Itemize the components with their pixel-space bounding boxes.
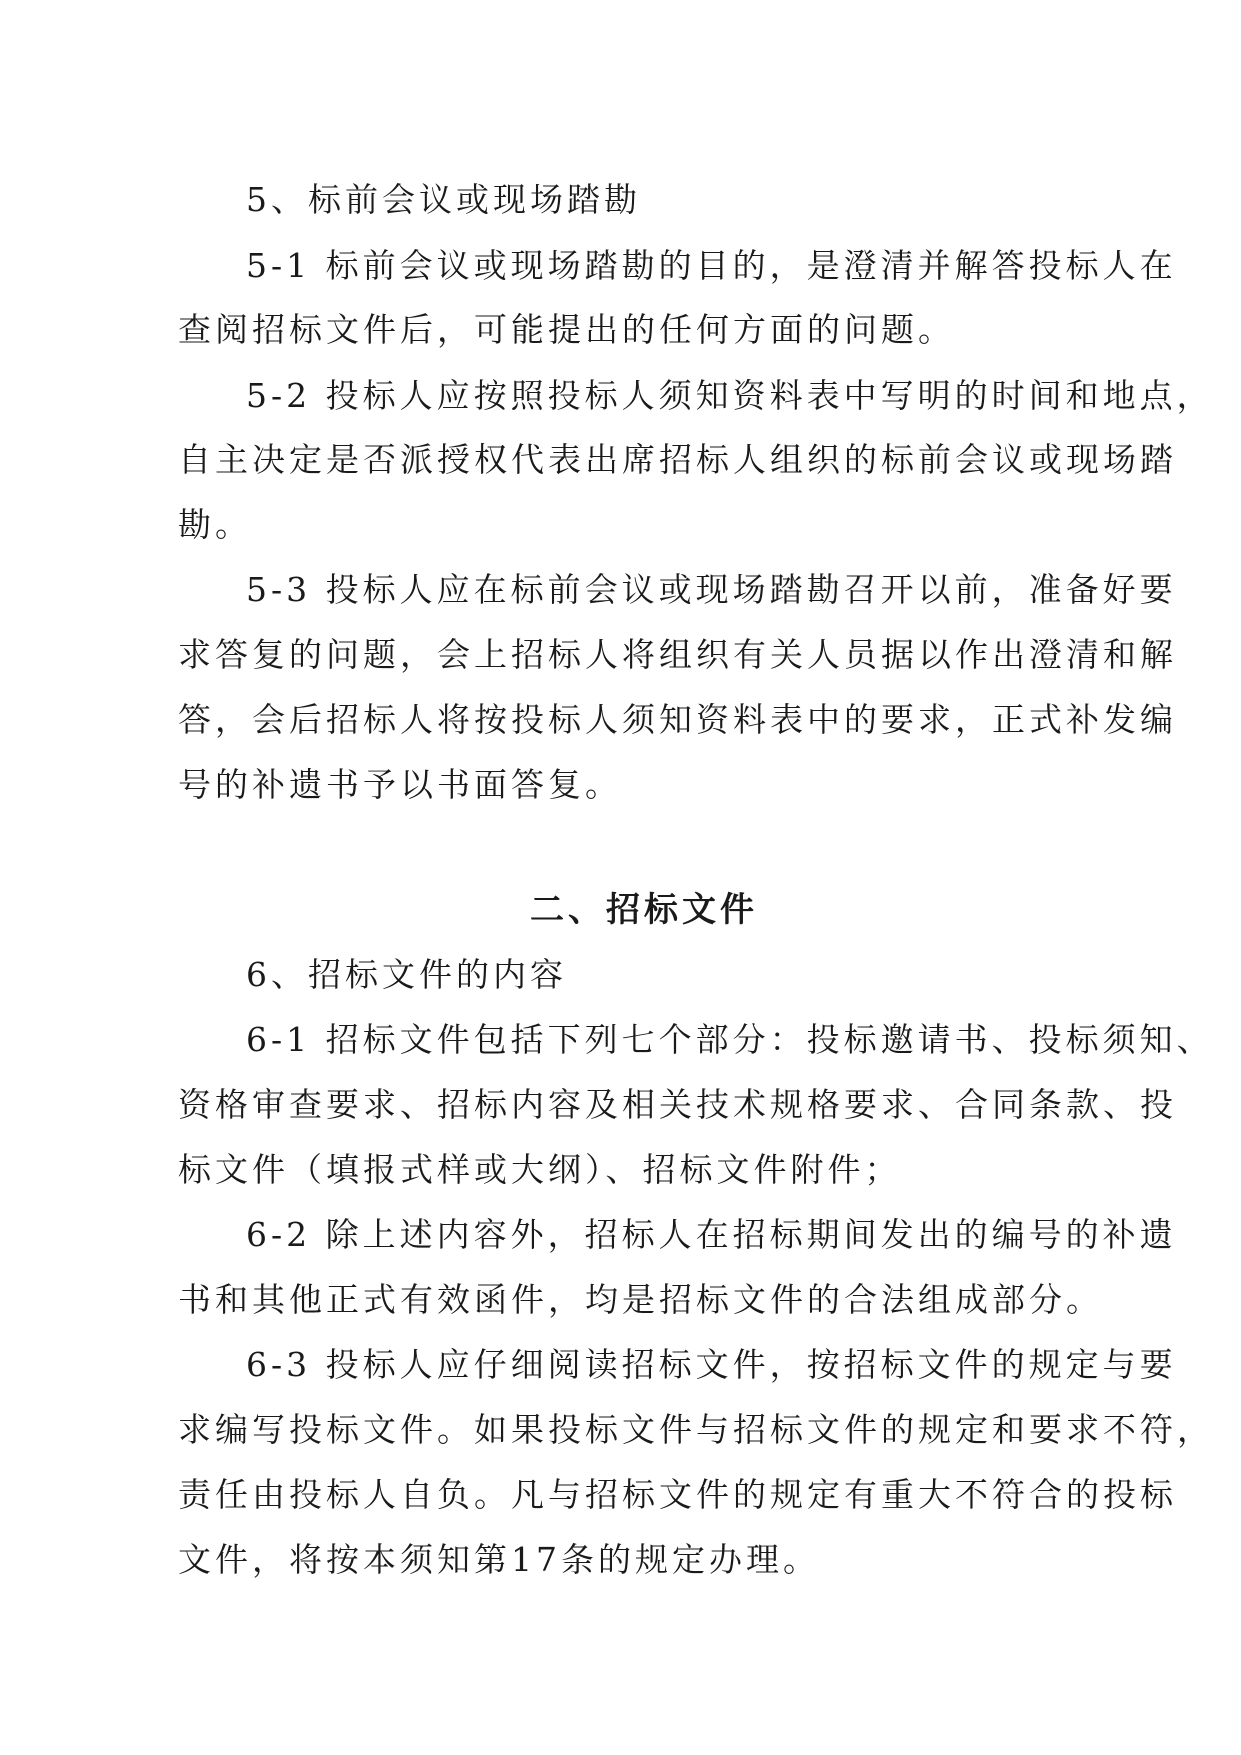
paragraph-6-3-line-2: 求编写投标文件。如果投标文件与招标文件的规定和要求不符， bbox=[178, 1410, 1214, 1449]
paragraph-5-1-line-2: 查阅招标文件后，可能提出的任何方面的问题。 bbox=[178, 310, 955, 349]
paragraph-5-3-line-1: 5-3 投标人应在标前会议或现场踏勘召开以前，准备好要 bbox=[246, 570, 1177, 609]
paragraph-6-1-line-1: 6-1 招标文件包括下列七个部分：投标邀请书、投标须知、 bbox=[246, 1020, 1214, 1059]
paragraph-6-2-line-1: 6-2 除上述内容外，招标人在招标期间发出的编号的补遗 bbox=[246, 1215, 1177, 1254]
paragraph-5-2-line-3: 勘。 bbox=[178, 505, 252, 544]
paragraph-6-3-line-1: 6-3 投标人应仔细阅读招标文件，按招标文件的规定与要 bbox=[246, 1345, 1177, 1384]
paragraph-5-1-line-1: 5-1 标前会议或现场踏勘的目的，是澄清并解答投标人在 bbox=[246, 246, 1177, 285]
paragraph-6-1-line-3: 标文件（填报式样或大纲）、招标文件附件； bbox=[178, 1150, 902, 1189]
section-6-title: 6、招标文件的内容 bbox=[246, 955, 567, 994]
paragraph-5-2-line-1: 5-2 投标人应按照投标人须知资料表中写明的时间和地点， bbox=[246, 376, 1214, 415]
part-2-heading: 二、招标文件 bbox=[530, 890, 758, 930]
paragraph-5-3-line-2: 求答复的问题，会上招标人将组织有关人员据以作出澄清和解 bbox=[178, 635, 1177, 674]
paragraph-6-3-line-4: 文件，将按本须知第17条的规定办理。 bbox=[178, 1540, 820, 1579]
paragraph-6-3-line-3: 责任由投标人自负。凡与招标文件的规定有重大不符合的投标 bbox=[178, 1475, 1177, 1514]
paragraph-5-3-line-4: 号的补遗书予以书面答复。 bbox=[178, 765, 622, 804]
paragraph-5-3-line-3: 答，会后招标人将按投标人须知资料表中的要求，正式补发编 bbox=[178, 700, 1177, 739]
paragraph-5-2-line-2: 自主决定是否派授权代表出席招标人组织的标前会议或现场踏 bbox=[178, 440, 1177, 479]
section-5-title: 5、标前会议或现场踏勘 bbox=[246, 180, 641, 219]
paragraph-6-1-line-2: 资格审查要求、招标内容及相关技术规格要求、合同条款、投 bbox=[178, 1085, 1177, 1124]
paragraph-6-2-line-2: 书和其他正式有效函件，均是招标文件的合法组成部分。 bbox=[178, 1280, 1103, 1319]
